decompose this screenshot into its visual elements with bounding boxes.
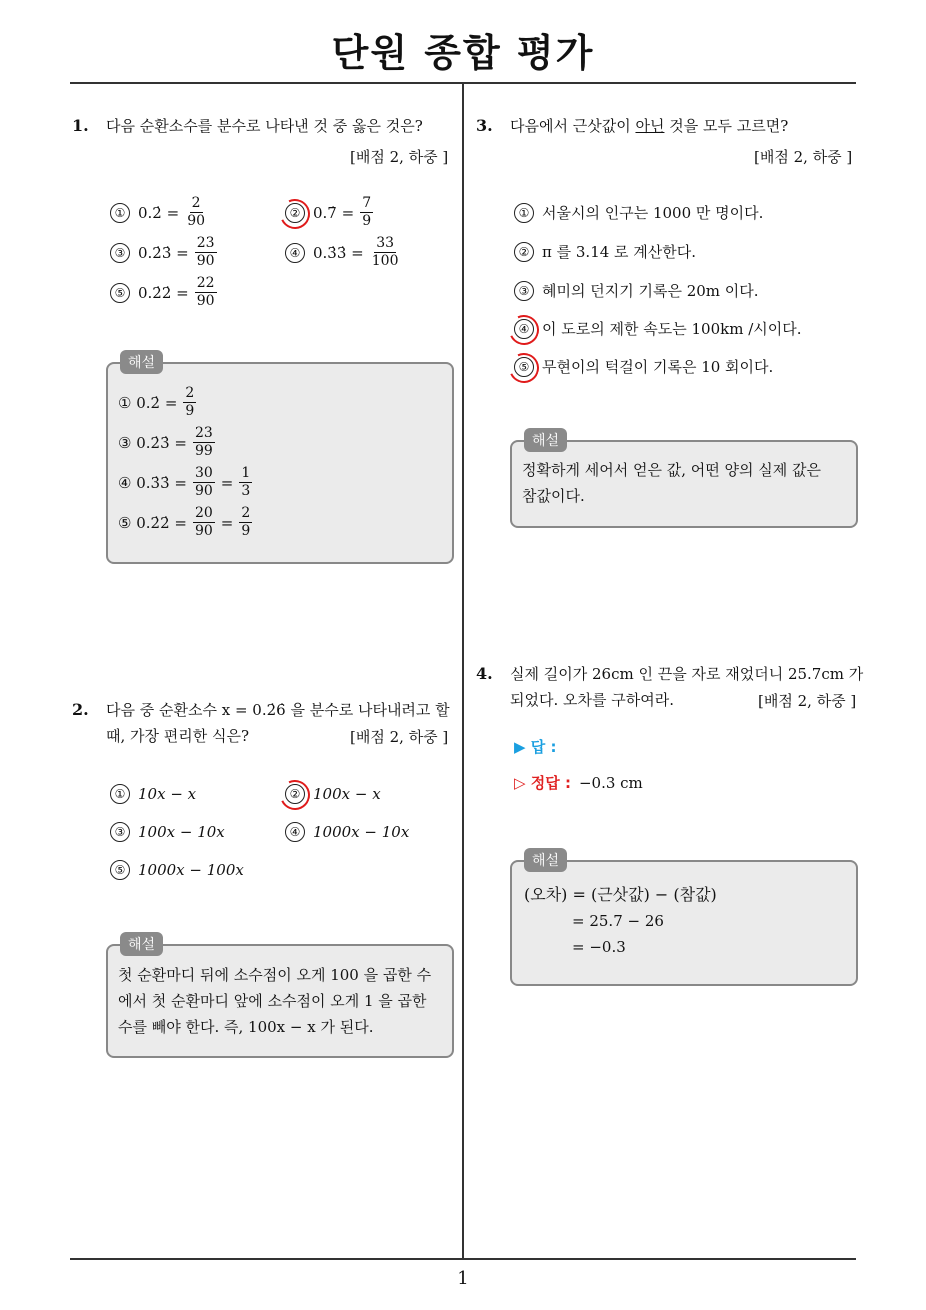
q1-explain-row [118, 385, 196, 420]
q1-explanation-tag: 해설 [120, 350, 163, 374]
numerator: 22 [196, 275, 215, 291]
option-marker: ④ [285, 822, 305, 842]
q4-line-1: 실제 길이가 26cm 인 끈을 자로 재었더니 25.7cm 가 [510, 665, 864, 683]
q3-option-4[interactable] [514, 318, 802, 339]
q3-number: 3. [476, 116, 493, 135]
explain-fraction: $\frac{23}{99}$ [194, 425, 213, 459]
q4-answer-field[interactable]: ▶ 답 : [514, 738, 557, 756]
option-marker: ⑤ [110, 283, 130, 303]
option-marker: ④ [285, 243, 305, 263]
q3-option-2[interactable] [514, 241, 696, 262]
q3-explanation-tag: 해설 [524, 428, 567, 452]
option-marker: ③ [110, 243, 130, 263]
selected-answer-circle [505, 348, 543, 386]
q2-line-2: 때, 가장 편리한 식은? [106, 727, 250, 745]
q4-number: 4. [476, 664, 493, 683]
q4-score: [배점 2, 하중 ] [758, 692, 857, 710]
page-title: 단원 종합 평가 [331, 31, 595, 75]
option-lhs: 0.3̇3̇ = [313, 243, 364, 262]
explain-fraction: $\frac{1}{3}$ [241, 465, 251, 499]
denominator: 90 [196, 253, 215, 269]
numerator: 23 [196, 235, 215, 251]
explain-fraction: $\frac{2}{9}$ [241, 505, 251, 539]
page-number: 1 [457, 1268, 469, 1289]
q2-option-2[interactable] [285, 784, 381, 804]
option-text: 혜미의 던지기 기록은 20m 이다. [542, 282, 759, 300]
q2-number: 2. [72, 700, 89, 719]
q1-explain-row: ④ 0.3̇3̇ = $\frac{30}{90}$ = $\frac{1}{3}$ [118, 465, 251, 499]
q4-explanation-box [510, 860, 858, 986]
option-marker: ① [110, 784, 130, 804]
q2-score: [배점 2, 하중 ] [350, 728, 449, 746]
q4-explain-line-2: = 25.7 − 26 [572, 912, 664, 930]
option-text: 이 도로의 제한 속도는 100km /시이다. [542, 320, 802, 338]
q2-explain-line-2: 에서 첫 순환마디 앞에 소수점이 오게 1 을 곱한 [118, 992, 427, 1010]
q4-explain-line-3: = −0.3 [572, 938, 626, 956]
explain-fraction: $\frac{20}{90}$ [194, 505, 213, 539]
explain-lhs: ⑤ 0.2̇2̇ = [118, 513, 187, 532]
option-text: 10x − x [138, 785, 197, 803]
q2-explanation-tag: 해설 [120, 932, 163, 956]
option-fraction [195, 235, 217, 270]
q1-explain-row: ⑤ 0.2̇2̇ = $\frac{20}{90}$ = $\frac{2}{9}$ [118, 505, 251, 539]
option-fraction [185, 195, 207, 230]
option-lhs: 0.7̇ = [313, 203, 355, 222]
column-divider [462, 84, 464, 1259]
option-text: 100x − x [313, 785, 381, 803]
correct-value: −0.3 cm [578, 773, 643, 792]
q3-option-1[interactable] [514, 202, 763, 223]
bottom-rule [70, 1258, 856, 1260]
numerator: 33 [376, 235, 395, 251]
option-marker: ③ [514, 281, 534, 301]
explain-lhs: ① 0.2̇ = [118, 393, 178, 412]
selected-answer-circle [505, 310, 543, 348]
q1-text: 다음 순환소수를 분수로 나타낸 것 중 옳은 것은? [106, 117, 423, 135]
option-marker: ⑤ [110, 860, 130, 880]
option-marker: ① [110, 203, 130, 223]
option-marker: ③ [110, 822, 130, 842]
explain-lhs: ④ 0.3̇3̇ = [118, 473, 187, 492]
q2-explain-line-1: 첫 순환마디 뒤에 소수점이 오게 100 을 곱한 수 [118, 966, 432, 984]
q4-line-2: 되었다. 오차를 구하여라. [510, 691, 674, 709]
q1-score: [배점 2, 하중 ] [350, 148, 449, 166]
option-text: π 를 3.14 로 계산한다. [542, 243, 697, 261]
q1-option-3[interactable] [110, 235, 217, 270]
option-lhs: 0.2̇ = [138, 203, 180, 222]
numerator: 2 [191, 195, 201, 211]
q1-option-2[interactable] [285, 195, 373, 230]
option-lhs: 0.2̇2̇ = [138, 283, 189, 302]
q1-number: 1. [72, 116, 89, 135]
q2-option-1[interactable] [110, 784, 196, 804]
q2-option-5[interactable] [110, 860, 244, 880]
q3-option-3[interactable] [514, 280, 759, 301]
q1-option-5[interactable] [110, 275, 217, 310]
option-fraction [370, 235, 401, 270]
q4-correct-answer [514, 772, 643, 793]
option-marker: ② [285, 784, 305, 804]
q3-text: 다음에서 근삿값이 아닌 것을 모두 고르면? [510, 117, 789, 135]
option-text: 1000x − 10x [313, 823, 410, 841]
option-fraction [195, 275, 217, 310]
option-marker: ⑤ [514, 357, 534, 377]
q2-line-1: 다음 중 순환소수 x = 0.2̇6̇ 을 분수로 나타내려고 할 [106, 701, 450, 719]
q2-option-3[interactable] [110, 822, 225, 842]
q1-option-4[interactable] [285, 235, 400, 270]
correct-label: ▷ 정답 : [514, 774, 571, 792]
option-lhs: 0.2̇3̇ = [138, 243, 189, 262]
option-marker: ① [514, 203, 534, 223]
q3-explain-line-1: 정확하게 세어서 얻은 값, 어떤 양의 실제 값은 [522, 461, 821, 479]
q3-option-5[interactable] [514, 356, 773, 377]
explain-lhs: ③ 0.2̇3̇ = [118, 433, 187, 452]
option-text: 무현이의 턱걸이 기록은 10 회이다. [542, 358, 774, 376]
option-marker: ② [285, 203, 305, 223]
q2-option-4[interactable] [285, 822, 409, 842]
option-marker: ② [514, 242, 534, 262]
explain-fraction: $\frac{2}{9}$ [185, 385, 195, 419]
q1-option-1[interactable] [110, 195, 207, 230]
option-marker: ④ [514, 319, 534, 339]
denominator: 100 [371, 253, 399, 269]
selected-answer-circle [276, 194, 314, 232]
denominator: 90 [187, 213, 206, 229]
option-text: 서울시의 인구는 1000 만 명이다. [542, 204, 764, 222]
q1-explain-row [118, 425, 215, 460]
explain-fraction: $\frac{30}{90}$ [194, 465, 213, 499]
denominator: 9 [362, 213, 372, 229]
q3-underline-word: 아닌 [635, 117, 665, 135]
option-text: 100x − 10x [138, 823, 225, 841]
numerator: 7 [362, 195, 372, 211]
option-text: 1000x − 100x [138, 861, 244, 879]
option-fraction [360, 195, 373, 230]
denominator: 90 [196, 293, 215, 309]
q4-explanation-tag: 해설 [524, 848, 567, 872]
q3-score: [배점 2, 하중 ] [754, 148, 853, 166]
q3-explain-line-2: 참값이다. [522, 487, 585, 505]
selected-answer-circle [276, 776, 314, 814]
q4-explain-line-1: (오차) = (근삿값) − (참값) [524, 885, 717, 904]
q2-explain-line-3: 수를 빼야 한다. 즉, 100x − x 가 된다. [118, 1018, 374, 1036]
